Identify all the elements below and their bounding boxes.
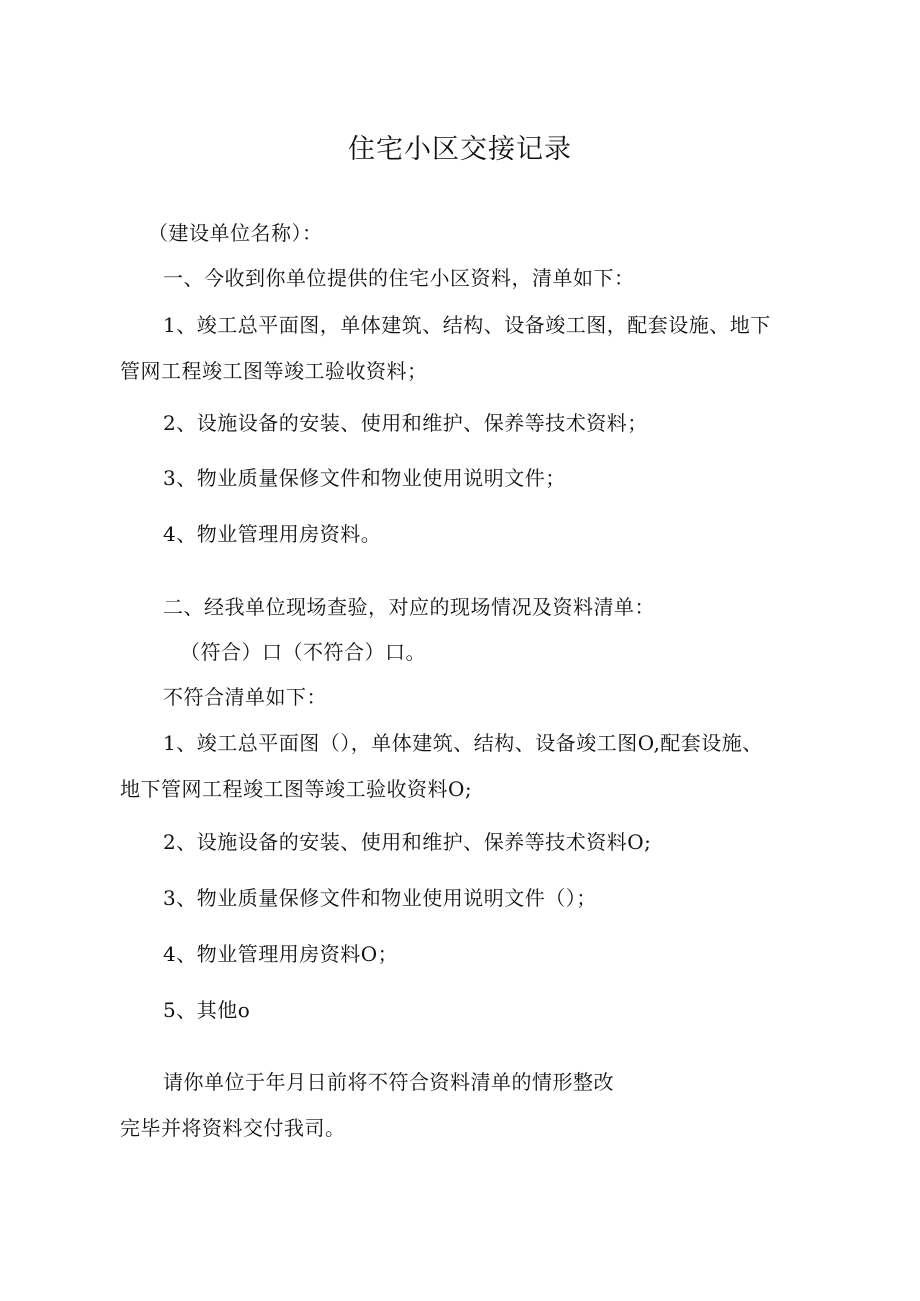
section1-item1-line2: 管网工程竣工图等竣工验收资料； (120, 359, 428, 383)
section1-item4: 4、物业管理用房资料。 (163, 522, 382, 546)
section2-options: （符合）口（不符合）口。 (180, 640, 426, 664)
section2-item3: 3、物业质量保修文件和物业使用说明文件（）； (163, 886, 597, 910)
section1-item2: 2、设施设备的安装、使用和维护、保养等技术资料； (163, 411, 648, 435)
section2-item1-line1: 1、竣工总平面图（），单体建筑、结构、设备竣工图O,配套设施、 (163, 731, 763, 755)
closing-line1: 请你单位于年月日前将不符合资料清单的情形整改 (163, 1070, 614, 1094)
section1-item1-line1: 1、竣工总平面图，单体建筑、结构、设备竣工图，配套设施、地下 (163, 313, 771, 337)
section2-item5: 5、其他o (163, 998, 251, 1022)
section2-item4: 4、物业管理用房资料O； (163, 942, 399, 966)
addressee-line: （建设单位名称）： (148, 221, 323, 245)
section2-item1-line2: 地下管网工程竣工图等竣工验收资料O; (120, 777, 473, 801)
section2-item2: 2、设施设备的安装、使用和维护、保养等技术资料O; (163, 830, 652, 854)
section1-heading: 一、今收到你单位提供的住宅小区资料，清单如下： (163, 266, 635, 290)
section2-heading: 二、经我单位现场查验，对应的现场情况及资料清单： (163, 595, 655, 619)
closing-line2: 完毕并将资料交付我司。 (120, 1116, 346, 1140)
nonconform-heading: 不符合清单如下： (163, 685, 327, 709)
section1-item3: 3、物业质量保修文件和物业使用说明文件； (163, 466, 566, 490)
page-title: 住宅小区交接记录 (348, 134, 572, 165)
